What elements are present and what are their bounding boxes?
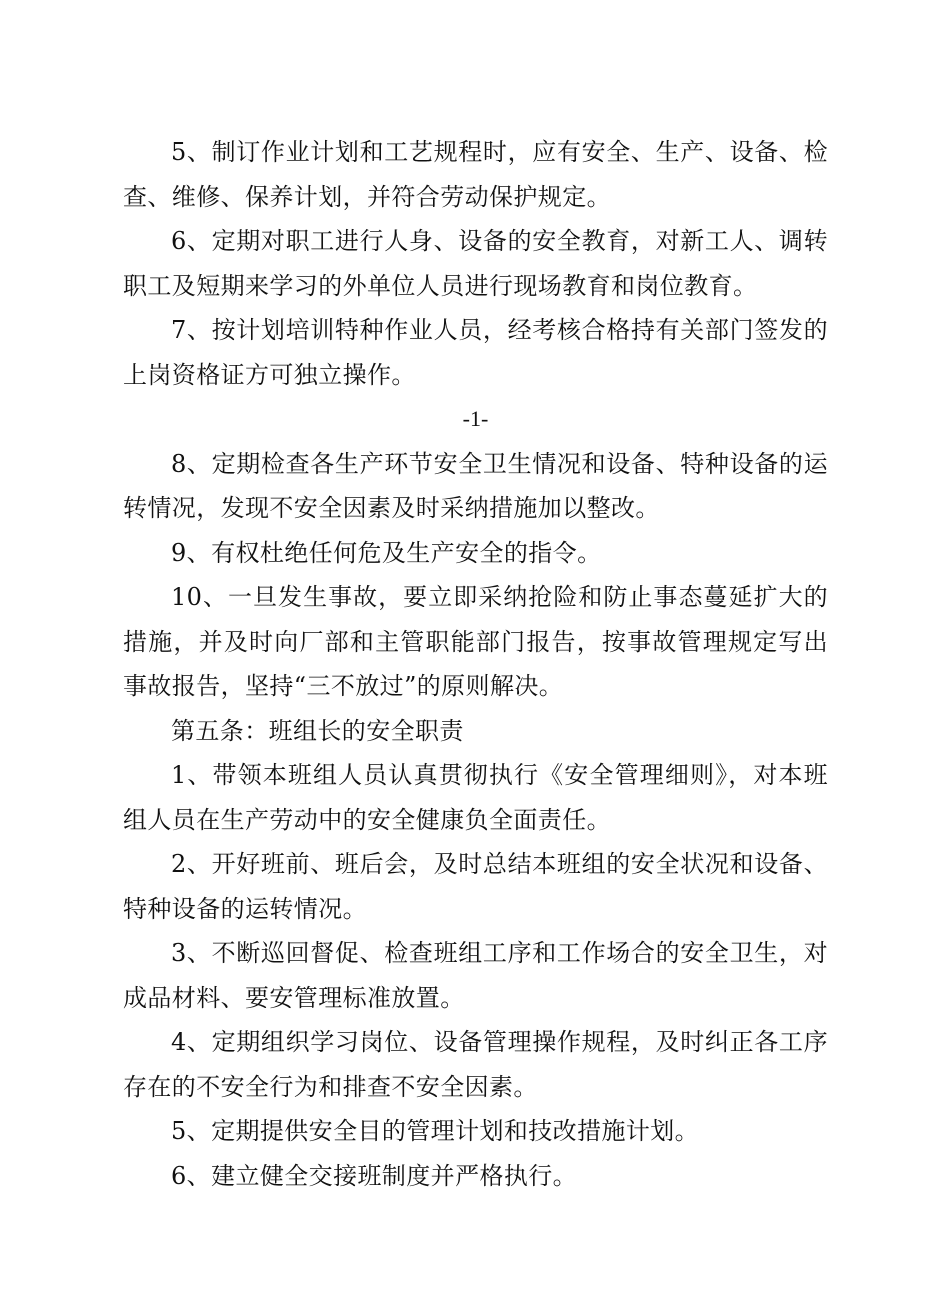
paragraph-item-5-work-plan: 5、制订作业计划和工艺规程时，应有安全、生产、设备、检查、维修、保养计划，并符合劳动保护规定。 bbox=[123, 138, 828, 211]
paragraph-item-7-special-training: 7、按计划培训特种作业人员，经考核合格持有关部门签发的上岗资格证方可独立操作。 bbox=[123, 316, 828, 389]
paragraph-item-9-refuse-orders: 9、有权杜绝任何危及生产安全的指令。 bbox=[171, 538, 602, 567]
paragraph-leader-5: 5、定期提供安全目的管理计划和技改措施计划。 bbox=[171, 1117, 700, 1145]
paragraph-leader-4: 4、定期组织学习岗位、设备管理操作规程，及时纠正各工序存在的不安全行为和排查不安全因素。 bbox=[123, 1028, 828, 1101]
paragraph-leader-3: 3、不断巡回督促、检查班组工序和工作场合的安全卫生，对成品材料、要安管理标准放置。 bbox=[123, 939, 828, 1012]
paragraph-item-10-accident: 10、一旦发生事故，要立即采纳抢险和防止事态蔓延扩大的措施，并及时向厂部和主管职能部门报告，按事故管理规定写出事故报告，坚持“三不放过”的原则解决。 bbox=[123, 583, 828, 700]
section-heading-article-5: 第五条：班组长的安全职责 bbox=[171, 716, 464, 745]
document-body bbox=[123, 130, 828, 1198]
paragraph-item-6-safety-education: 6、定期对职工进行人身、设备的安全教育，对新工人、调转职工及短期来学习的外单位人员进行现场教育和岗位教育。 bbox=[123, 227, 828, 300]
paragraph-leader-2: 2、开好班前、班后会，及时总结本班组的安全状况和设备、特种设备的运转情况。 bbox=[123, 850, 828, 923]
paragraph-leader-1: 1、带领本班组人员认真贯彻执行《安全管理细则》，对本班组人员在生产劳动中的安全健康负全面责任。 bbox=[123, 761, 828, 834]
paragraph-leader-6: 6、建立健全交接班制度并严格执行。 bbox=[171, 1161, 578, 1190]
page-number: -1- bbox=[462, 406, 489, 431]
paragraph-item-8-inspection: 8、定期检查各生产环节安全卫生情况和设备、特种设备的运转情况，发现不安全因素及时采纳措施加以整改。 bbox=[123, 449, 828, 522]
